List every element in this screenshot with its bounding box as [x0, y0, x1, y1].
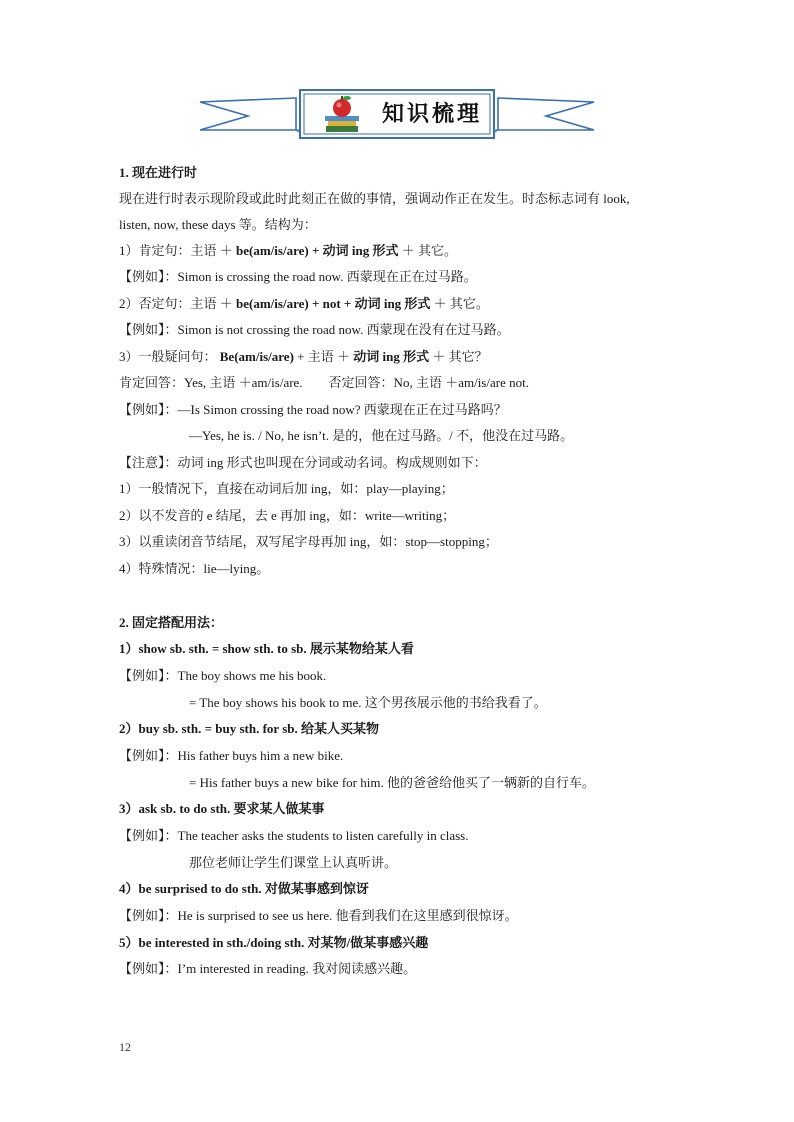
phrase-4-example: 【例如】：He is surprised to see us here. 他看到我们在这里感到很惊讶。 — [119, 908, 518, 923]
example-3a: 【例如】：—Is Simon crossing the road now? 西蒙现在正在过马路吗？ — [119, 402, 507, 417]
rule-2: 2）以不发音的 e 结尾，去 e 再加 ing，如：write—writing； — [119, 508, 456, 523]
neg-prefix: 2）否定句：主语 ＋ — [119, 296, 233, 311]
example-2: 【例如】：Simon is not crossing the road now. 西蒙现在没有在过马路。 — [119, 322, 510, 337]
q-bold-2: 动词 ing 形式 — [353, 349, 430, 364]
section2-heading: 2. 固定搭配用法： — [119, 615, 224, 630]
q-mid: + 主语 ＋ — [297, 349, 350, 364]
aff-prefix: 1）肯定句：主语 ＋ — [119, 243, 233, 258]
phrase-1-example-a: 【例如】：The boy shows me his book. — [119, 668, 327, 683]
section1-intro-line1: 现在进行时表示现阶段或此时此刻正在做的事情，强调动作正在发生。时态标志词有 look, — [119, 191, 630, 206]
banner-title: 知识梳理 — [382, 102, 483, 127]
affirmative-structure — [119, 242, 457, 260]
phrase-2-example-b: = His father buys a new bike for him. 他的爸爸给他买了一辆新的自行车。 — [189, 775, 595, 790]
neg-suffix: ＋ 其它。 — [433, 296, 489, 311]
question-structure — [119, 348, 488, 366]
negative-structure — [119, 295, 489, 313]
answers-line: 肯定回答：Yes, 主语 ＋am/is/are. 否定回答：No, 主语 ＋am/is/are not. — [119, 375, 529, 390]
phrase-2-example-a: 【例如】：His father buys him a new bike. — [119, 748, 344, 763]
phrase-5-example: 【例如】：I’m interested in reading. 我对阅读感兴趣。 — [119, 961, 417, 976]
rule-1: 1）一般情况下，直接在动词后加 ing，如：play—playing； — [119, 481, 454, 496]
phrase-3-example-b: 那位老师让学生们课堂上认真听讲。 — [189, 855, 398, 870]
q-bold-1: Be(am/is/are) — [219, 349, 294, 364]
apple-books-icon — [320, 94, 364, 134]
note-line: 【注意】：动词 ing 形式也叫现在分词或动名词。构成规则如下： — [119, 455, 487, 470]
neg-bold: be(am/is/are) + not + 动词 ing 形式 — [236, 296, 431, 311]
phrase-5-title: 5）be interested in sth./doing sth. 对某物/做某事感兴趣 — [119, 935, 429, 950]
rule-3: 3）以重读闭音节结尾，双写尾字母再加 ing，如：stop—stopping； — [119, 534, 498, 549]
section1-intro-line2: listen, now, these days 等。结构为： — [119, 217, 317, 232]
phrase-2-title: 2）buy sb. sth. = buy sth. for sb. 给某人买某物 — [119, 721, 380, 736]
rule-4: 4）特殊情况：lie—lying。 — [119, 561, 270, 576]
phrase-3-example-a: 【例如】：The teacher asks the students to listen carefully in class. — [119, 828, 469, 843]
phrase-3-title: 3）ask sb. to do sth. 要求某人做某事 — [119, 801, 325, 816]
phrase-4-title: 4）be surprised to do sth. 对做某事感到惊讶 — [119, 881, 369, 896]
section1-heading: 1. 现在进行时 — [119, 165, 198, 180]
q-prefix: 3）一般疑问句： — [119, 349, 217, 364]
page-number: 12 — [119, 1040, 131, 1054]
q-suffix: ＋ 其它？ — [432, 349, 488, 364]
example-3b: —Yes, he is. / No, he isn’t. 是的，他在过马路。/ 不，他没在过马路。 — [189, 428, 574, 443]
example-1: 【例如】：Simon is crossing the road now. 西蒙现在正在过马路。 — [119, 269, 477, 284]
aff-suffix: ＋ 其它。 — [401, 243, 457, 258]
aff-bold: be(am/is/are) + 动词 ing 形式 — [236, 243, 399, 258]
phrase-1-title: 1）show sb. sth. = show sth. to sb. 展示某物给某人看 — [119, 641, 414, 656]
phrase-1-example-b: = The boy shows his book to me. 这个男孩展示他的书给我看了。 — [189, 695, 547, 710]
